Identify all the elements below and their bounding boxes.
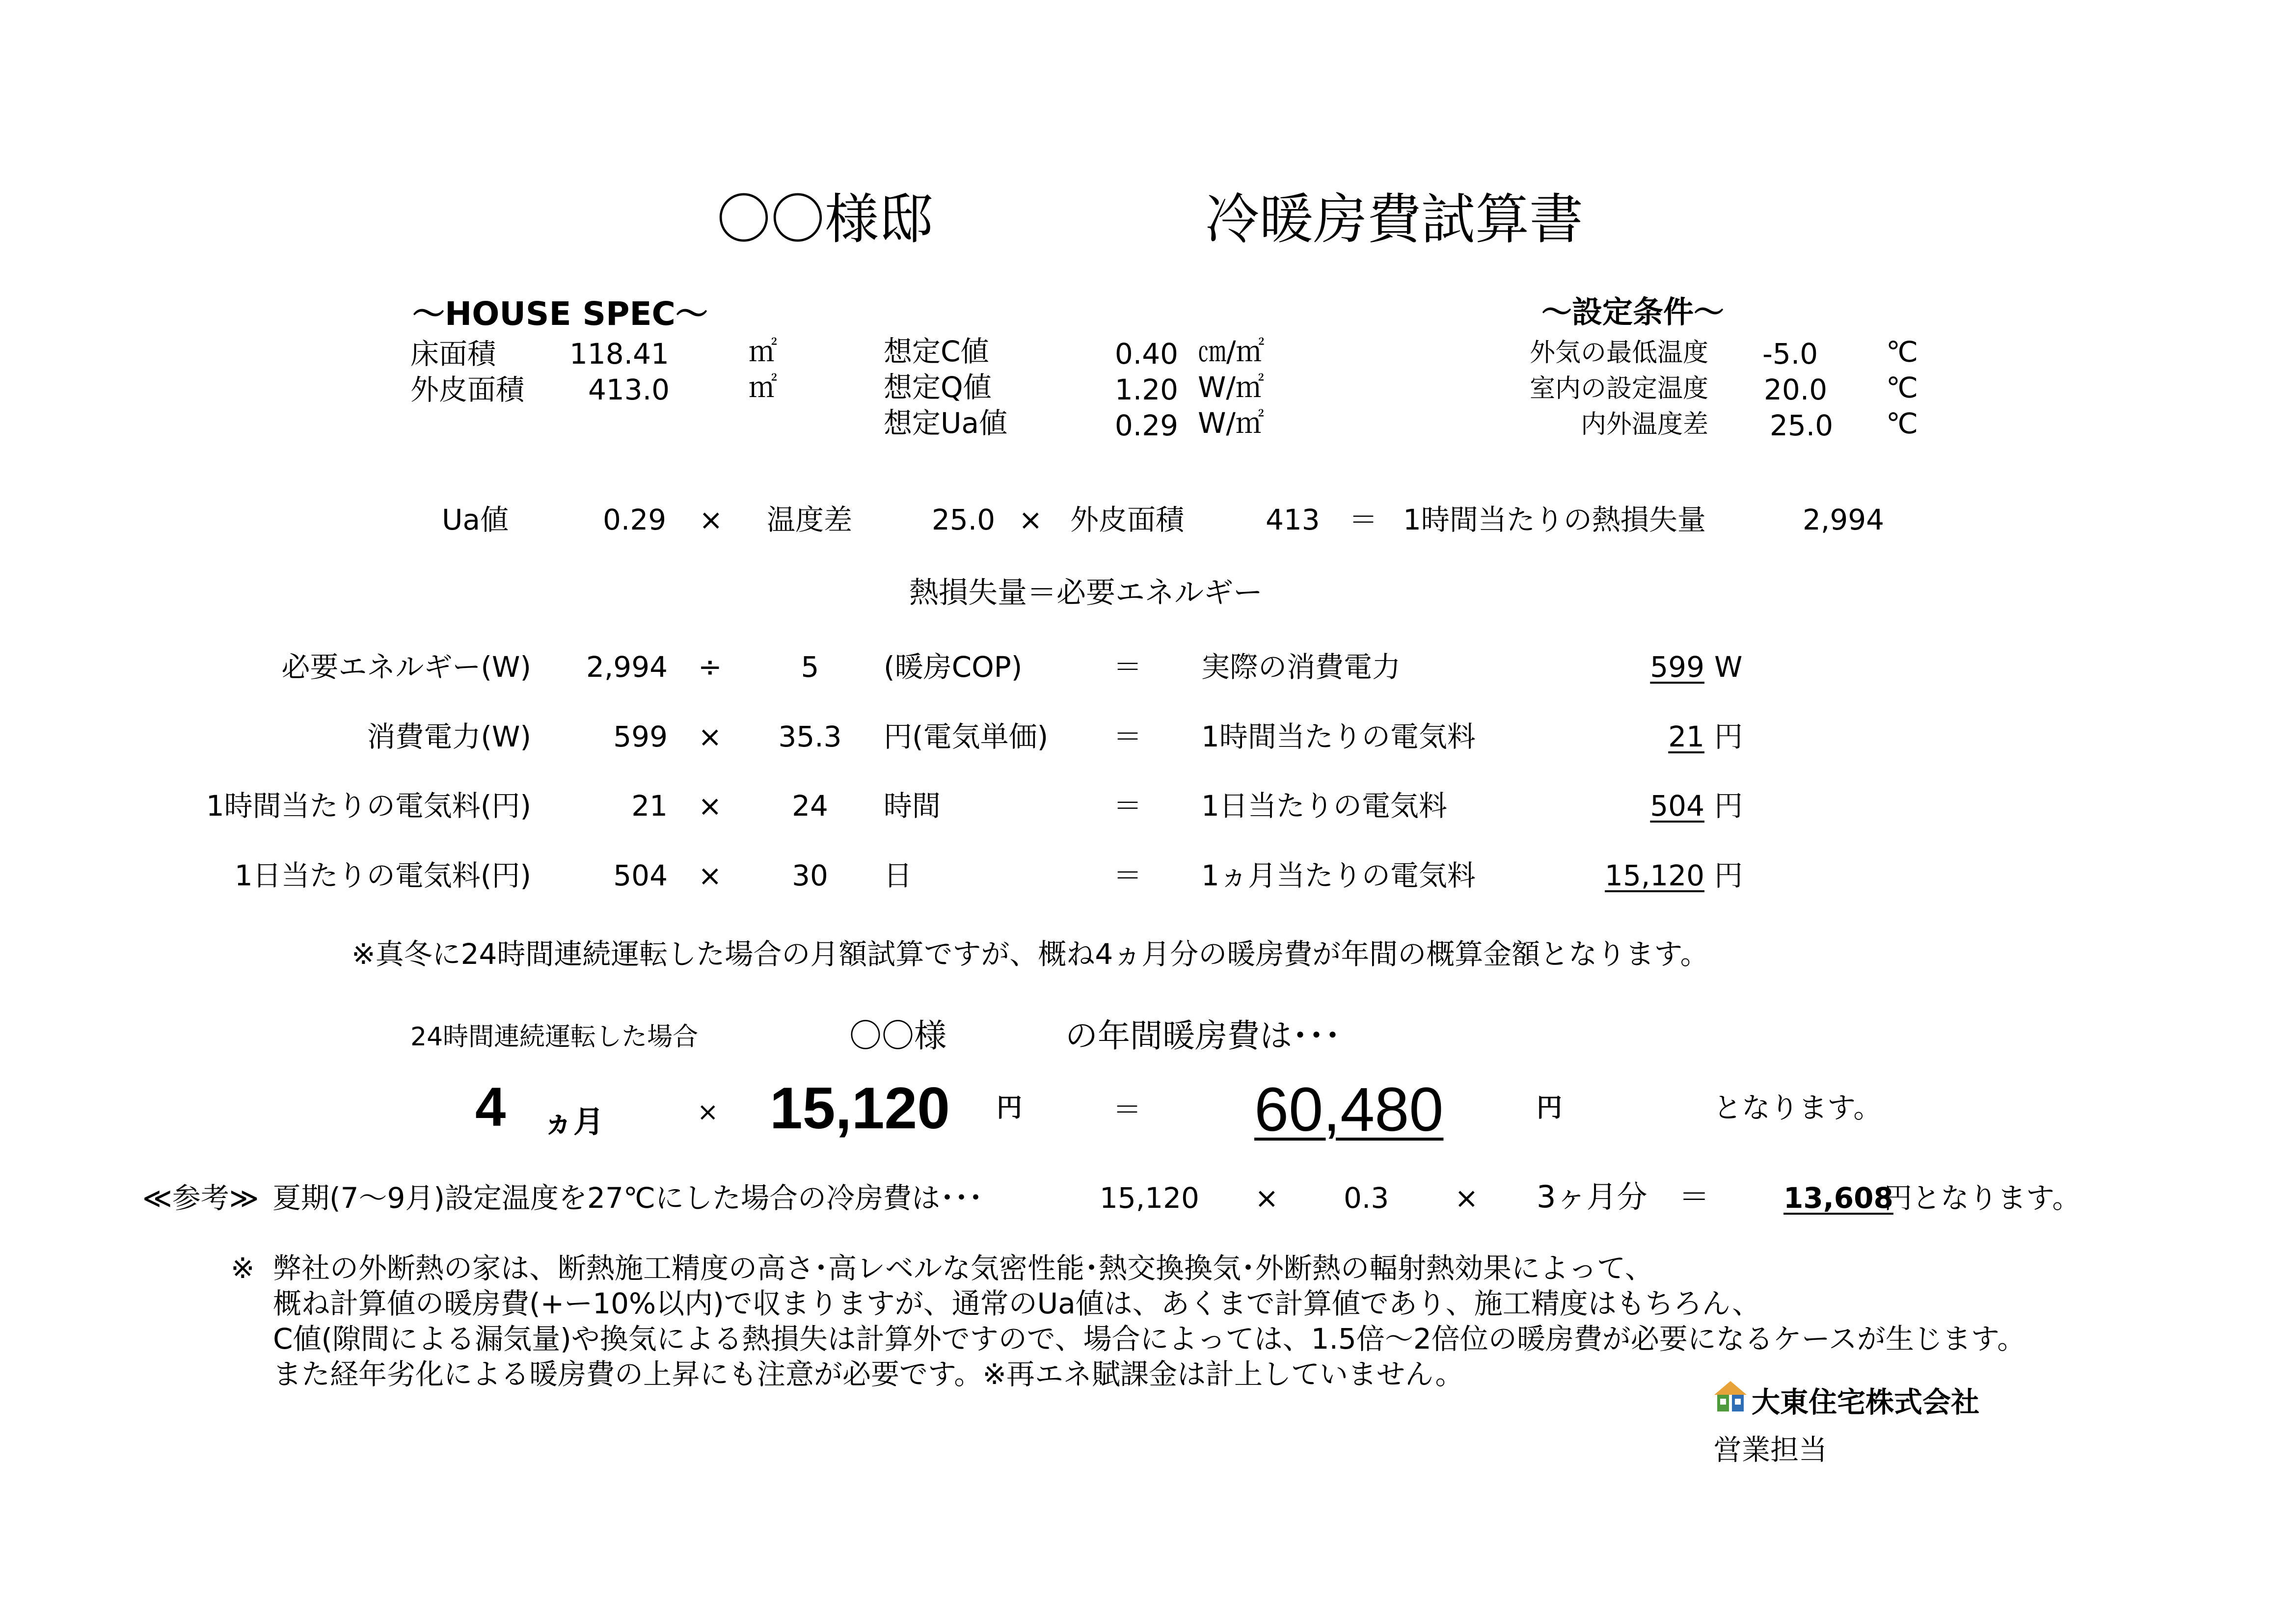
reference-factor: 0.3 bbox=[1344, 1181, 1389, 1215]
envelope-area-label: 外皮面積 bbox=[410, 373, 525, 406]
calc-row-label: 1日当たりの電気料(円) bbox=[234, 859, 531, 892]
monthly-note: ※真冬に24時間連続運転した場合の月額試算ですが、概ね4ヵ月分の暖房費が年間の概算金額となります。 bbox=[351, 937, 1709, 971]
calc-row-operator: × bbox=[698, 720, 722, 753]
annual-total: 60,480 bbox=[1254, 1075, 1444, 1144]
calc-row-operator: ÷ bbox=[698, 650, 722, 684]
conditions-heading: 〜設定条件〜 bbox=[1541, 294, 1725, 330]
calc-row-equals: ＝ bbox=[1113, 720, 1142, 753]
annual-customer: 〇〇様 bbox=[849, 1017, 946, 1055]
floor-area-unit: ㎡ bbox=[749, 335, 778, 368]
calc-row-factor-label: 時間 bbox=[884, 789, 941, 823]
reference-months: 3ヶ月分 bbox=[1537, 1179, 1648, 1215]
calc-row-equals: ＝ bbox=[1113, 650, 1142, 684]
c-value-label: 想定C値 bbox=[884, 335, 989, 368]
disclaimer-line: 概ね計算値の暖房費(+ー10%以内)で収まりますが、通常のUa値は、あくまで計算値であり、施工精度はもちろん、 bbox=[273, 1287, 1761, 1320]
calc-row-result-label: 1日当たりの電気料 bbox=[1201, 789, 1447, 823]
reference-times-2: × bbox=[1455, 1181, 1479, 1215]
disclaimer-mark: ※ bbox=[231, 1251, 255, 1285]
calc-row-result-label: 1時間当たりの電気料 bbox=[1201, 720, 1476, 753]
indoor-set-value: 20.0 bbox=[1764, 373, 1828, 406]
equivalence-statement: 熱損失量＝必要エネルギー bbox=[909, 576, 1263, 610]
calc-row-unit: 円 bbox=[1714, 859, 1743, 892]
c-value-unit: ㎝/㎡ bbox=[1198, 335, 1265, 368]
outdoor-min-unit: ℃ bbox=[1886, 335, 1918, 369]
disclaimer-line: また経年劣化による暖房費の上昇にも注意が必要です。※再エネ賦課金は計上していません。 bbox=[273, 1357, 1464, 1391]
temp-diff-unit: ℃ bbox=[1886, 407, 1918, 440]
heatloss-times-2: × bbox=[1019, 503, 1043, 536]
annual-equals: ＝ bbox=[1113, 1093, 1142, 1126]
owner-name: 〇〇様邸 bbox=[717, 188, 933, 251]
calc-row-equals: ＝ bbox=[1113, 859, 1142, 892]
ua-value-value: 0.29 bbox=[1114, 409, 1178, 442]
calc-row-value: 504 bbox=[613, 859, 668, 892]
reference-monthly: 15,120 bbox=[1100, 1181, 1199, 1215]
calc-row-operator: × bbox=[698, 789, 722, 823]
reference-text: 夏期(7〜9月)設定温度を27℃にした場合の冷房費は･･･ bbox=[272, 1181, 983, 1215]
calc-row-result: 599 bbox=[1650, 650, 1704, 684]
calc-row-label: 1時間当たりの電気料(円) bbox=[206, 789, 531, 823]
heatloss-times-1: × bbox=[699, 503, 723, 536]
heatloss-diff-value: 25.0 bbox=[932, 503, 996, 536]
q-value-value: 1.20 bbox=[1114, 373, 1178, 406]
house-logo-icon bbox=[1713, 1379, 1748, 1413]
company-department: 営業担当 bbox=[1713, 1433, 1828, 1466]
house-spec-heading: 〜HOUSE SPEC〜 bbox=[412, 295, 708, 333]
calc-row-value: 599 bbox=[613, 720, 668, 753]
heatloss-diff-label: 温度差 bbox=[767, 503, 853, 536]
annual-months: 4 bbox=[475, 1076, 506, 1138]
indoor-set-label: 室内の設定温度 bbox=[1529, 374, 1708, 403]
heatloss-area-value: 413 bbox=[1266, 503, 1320, 536]
annual-yen-1: 円 bbox=[997, 1093, 1023, 1123]
calc-row-result: 504 bbox=[1650, 789, 1704, 823]
envelope-area-unit: ㎡ bbox=[749, 371, 778, 404]
calc-row-factor-label: (暖房COP) bbox=[884, 650, 1023, 684]
heatloss-equals: ＝ bbox=[1349, 503, 1378, 536]
calc-row-factor-label: 円(電気単価) bbox=[884, 720, 1049, 753]
ua-value-label: 想定Ua値 bbox=[884, 406, 1007, 440]
annual-yen-2: 円 bbox=[1537, 1093, 1563, 1123]
disclaimer-line: C値(隙間による漏気量)や換気による熱損失は計算外ですので、場合によっては、1.5倍〜2倍位の暖房費が必要になるケースが生じます。 bbox=[273, 1322, 2026, 1356]
heatloss-ua-label: Ua値 bbox=[442, 503, 509, 536]
annual-monthly: 15,120 bbox=[770, 1075, 950, 1141]
ua-value-unit: W/㎡ bbox=[1198, 406, 1264, 440]
outdoor-min-label: 外気の最低温度 bbox=[1529, 338, 1708, 368]
indoor-set-unit: ℃ bbox=[1886, 371, 1918, 404]
c-value-value: 0.40 bbox=[1114, 337, 1178, 371]
annual-closing: となります。 bbox=[1713, 1091, 1882, 1124]
envelope-area-value: 413.0 bbox=[588, 373, 670, 406]
calc-row-unit: 円 bbox=[1714, 789, 1743, 823]
calc-row-unit: W bbox=[1714, 650, 1743, 684]
annual-suffix: の年間暖房費は･･･ bbox=[1065, 1017, 1341, 1055]
calc-row-operator: × bbox=[698, 859, 722, 892]
calc-row-result-label: 1ヵ月当たりの電気料 bbox=[1201, 859, 1476, 892]
outdoor-min-value: -5.0 bbox=[1762, 337, 1818, 371]
heatloss-area-label: 外皮面積 bbox=[1070, 503, 1185, 536]
q-value-label: 想定Q値 bbox=[884, 371, 992, 404]
calc-row-equals: ＝ bbox=[1113, 789, 1142, 823]
heatloss-result-value: 2,994 bbox=[1803, 503, 1885, 536]
heatloss-ua-value: 0.29 bbox=[603, 503, 667, 536]
reference-equals: ＝ bbox=[1679, 1179, 1710, 1215]
floor-area-value: 118.41 bbox=[569, 337, 669, 371]
calc-row-result-label: 実際の消費電力 bbox=[1201, 650, 1401, 684]
disclaimer-line: 弊社の外断熱の家は、断熱施工精度の高さ･高レベルな気密性能･熱交換換気･外断熱の輻射熱効果によって、 bbox=[273, 1251, 1653, 1285]
reference-result: 13,608 bbox=[1783, 1181, 1893, 1215]
temp-diff-value: 25.0 bbox=[1770, 409, 1834, 442]
heatloss-result-label: 1時間当たりの熱損失量 bbox=[1403, 503, 1706, 536]
calc-row-value: 2,994 bbox=[586, 650, 668, 684]
q-value-unit: W/㎡ bbox=[1198, 371, 1264, 404]
company-name: 大東住宅株式会社 bbox=[1752, 1385, 1980, 1419]
calc-row-factor: 24 bbox=[792, 789, 828, 823]
calc-row-label: 必要エネルギー(W) bbox=[281, 650, 531, 684]
reference-times-1: × bbox=[1255, 1181, 1279, 1215]
reference-closing: 円となります。 bbox=[1884, 1181, 2081, 1215]
page-title: 冷暖房費試算書 bbox=[1205, 188, 1583, 251]
annual-condition: 24時間連続運転した場合 bbox=[410, 1022, 699, 1052]
calc-row-result: 15,120 bbox=[1605, 859, 1704, 892]
calc-row-label: 消費電力(W) bbox=[367, 720, 531, 753]
temp-diff-label: 内外温度差 bbox=[1580, 410, 1708, 439]
calc-row-factor: 35.3 bbox=[778, 720, 842, 753]
calc-row-unit: 円 bbox=[1714, 720, 1743, 753]
calc-row-factor: 30 bbox=[792, 859, 828, 892]
calc-row-factor-label: 日 bbox=[884, 859, 913, 892]
calc-row-value: 21 bbox=[631, 789, 668, 823]
reference-label: ≪参考≫ bbox=[142, 1181, 259, 1215]
annual-months-unit: ヵ月 bbox=[543, 1104, 604, 1140]
floor-area-label: 床面積 bbox=[410, 337, 496, 371]
annual-times: × bbox=[697, 1097, 719, 1127]
calc-row-result: 21 bbox=[1668, 720, 1704, 753]
calc-row-factor: 5 bbox=[801, 650, 819, 684]
